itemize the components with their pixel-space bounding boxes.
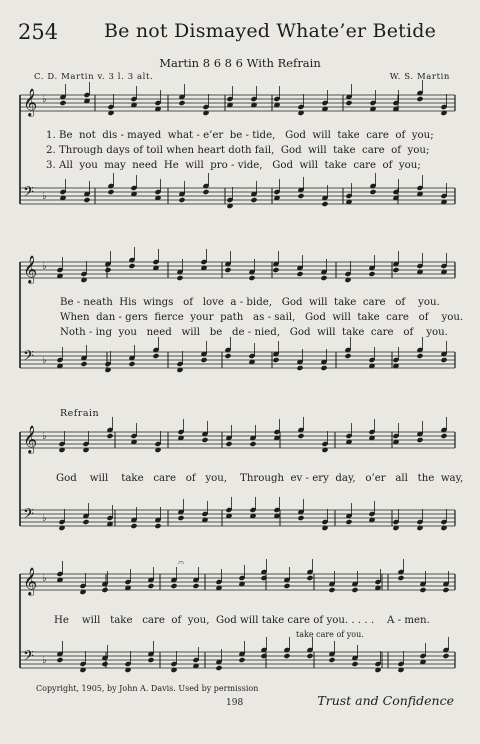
note-head xyxy=(176,275,183,281)
note-head xyxy=(147,657,154,663)
note-head xyxy=(320,365,327,371)
topic-heading: Trust and Confidence xyxy=(317,693,454,708)
note-head xyxy=(297,433,304,439)
note-head xyxy=(416,96,423,102)
note-head xyxy=(249,441,256,447)
note-head xyxy=(147,583,154,589)
note-head xyxy=(224,267,231,273)
flat-icon: ♭ xyxy=(42,513,47,524)
note-head xyxy=(107,189,114,195)
note-head xyxy=(283,583,290,589)
note-head xyxy=(250,197,257,203)
note-head xyxy=(56,657,63,663)
text-credit: C. D. Martin v. 3 l. 3 alt. xyxy=(34,72,154,82)
note-head xyxy=(321,201,328,207)
flat-icon: ♭ xyxy=(42,655,47,666)
note-head xyxy=(215,665,222,671)
music-credit: W. S. Martin xyxy=(389,72,450,82)
note-head xyxy=(272,357,279,363)
note-head xyxy=(344,353,351,359)
note-head xyxy=(192,583,199,589)
note-head xyxy=(328,587,335,593)
note-head xyxy=(83,197,90,203)
note-head xyxy=(130,523,137,529)
note-head xyxy=(106,433,113,439)
treble-clef-icon: 𝄞 xyxy=(23,255,38,283)
note-head xyxy=(101,661,108,667)
note-head xyxy=(440,433,447,439)
page-number: 198 xyxy=(226,698,244,708)
note-head xyxy=(59,100,66,106)
note-head xyxy=(296,365,303,371)
note-head xyxy=(225,441,232,447)
bass-clef-icon: 𝄢 xyxy=(23,348,34,368)
note-head xyxy=(80,361,87,367)
flat-icon: ♭ xyxy=(42,431,47,442)
note-head xyxy=(154,523,161,529)
note-head xyxy=(128,263,135,269)
flat-icon: ♭ xyxy=(42,191,47,202)
note-head xyxy=(397,575,404,581)
fermata-icon: 𝄐 xyxy=(178,556,185,569)
verse-2-line-1: 2. Through days of toil when heart doth fail, God will take care of you; xyxy=(46,145,430,156)
flat-icon: ♭ xyxy=(42,94,47,105)
tune-line: Martin 8 6 8 6 With Refrain xyxy=(159,56,321,70)
note-head xyxy=(82,519,89,525)
note-head xyxy=(200,357,207,363)
bass-clef-icon: 𝄢 xyxy=(23,648,34,668)
note-head xyxy=(178,100,185,106)
note-head xyxy=(320,275,327,281)
flat-icon: ♭ xyxy=(42,355,47,366)
treble-clef-icon: 𝄞 xyxy=(23,567,38,595)
note-head xyxy=(306,575,313,581)
verse-1-line-1: 1. Be not dis - mayed what - e’er be - tide, God will take care of you; xyxy=(46,130,434,141)
note-head xyxy=(238,657,245,663)
note-head xyxy=(283,653,290,659)
note-head xyxy=(248,275,255,281)
verse-3-line-2: Noth - ing you need will be de - nied, God will take care of you. xyxy=(60,327,448,338)
note-head xyxy=(224,353,231,359)
note-head xyxy=(297,193,304,199)
note-head xyxy=(272,267,279,273)
note-head xyxy=(260,653,267,659)
note-head xyxy=(419,587,426,593)
note-head xyxy=(369,189,376,195)
bass-clef-icon: 𝄢 xyxy=(23,184,34,204)
lyrics-system-4: He will take care of you, God will take care of you. . . . . A - men. xyxy=(54,615,430,626)
note-head xyxy=(351,661,358,667)
lyrics-echo: take care of you. xyxy=(296,630,364,639)
note-head xyxy=(152,353,159,359)
verse-2-line-2: When dan - gers fierce your path as - sail, God will take care of you. xyxy=(60,312,464,323)
flat-icon: ♭ xyxy=(42,261,47,272)
flat-icon: ♭ xyxy=(42,573,47,584)
note-head xyxy=(170,583,177,589)
note-head xyxy=(202,189,209,195)
note-head xyxy=(440,357,447,363)
hymn-number: 254 xyxy=(18,20,59,44)
note-head xyxy=(416,437,423,443)
note-head xyxy=(416,353,423,359)
note-head xyxy=(442,587,449,593)
note-head xyxy=(296,271,303,277)
refrain-label: Refrain xyxy=(60,408,100,419)
copyright-notice: Copyright, 1905, by John A. Davis. Used by permission xyxy=(36,684,259,693)
note-head xyxy=(177,515,184,521)
note-head xyxy=(306,653,313,659)
note-head xyxy=(392,267,399,273)
note-head xyxy=(442,653,449,659)
hymn-title: Be not Dismayed Whate’er Betide xyxy=(104,20,437,42)
verse-3-line-1: 3. All you may need He will pro - vide, God will take care of you; xyxy=(46,160,421,171)
bass-clef-icon: 𝄢 xyxy=(23,506,34,526)
note-head xyxy=(368,271,375,277)
treble-clef-icon: 𝄞 xyxy=(23,425,38,453)
note-head xyxy=(345,100,352,106)
note-head xyxy=(178,197,185,203)
note-head xyxy=(128,361,135,367)
note-head xyxy=(328,657,335,663)
note-head xyxy=(201,437,208,443)
lyrics-system-3: God will take care of you, Through ev - ery day, o’er all the way, xyxy=(56,473,464,484)
note-head xyxy=(345,519,352,525)
note-head xyxy=(297,515,304,521)
note-head xyxy=(104,267,111,273)
note-head xyxy=(260,575,267,581)
treble-clef-icon: 𝄞 xyxy=(23,88,38,116)
note-head xyxy=(351,587,358,593)
note-head xyxy=(101,587,108,593)
verse-1-line-2: Be - neath His wings of love a - bide, God will take care of you. xyxy=(60,297,440,308)
